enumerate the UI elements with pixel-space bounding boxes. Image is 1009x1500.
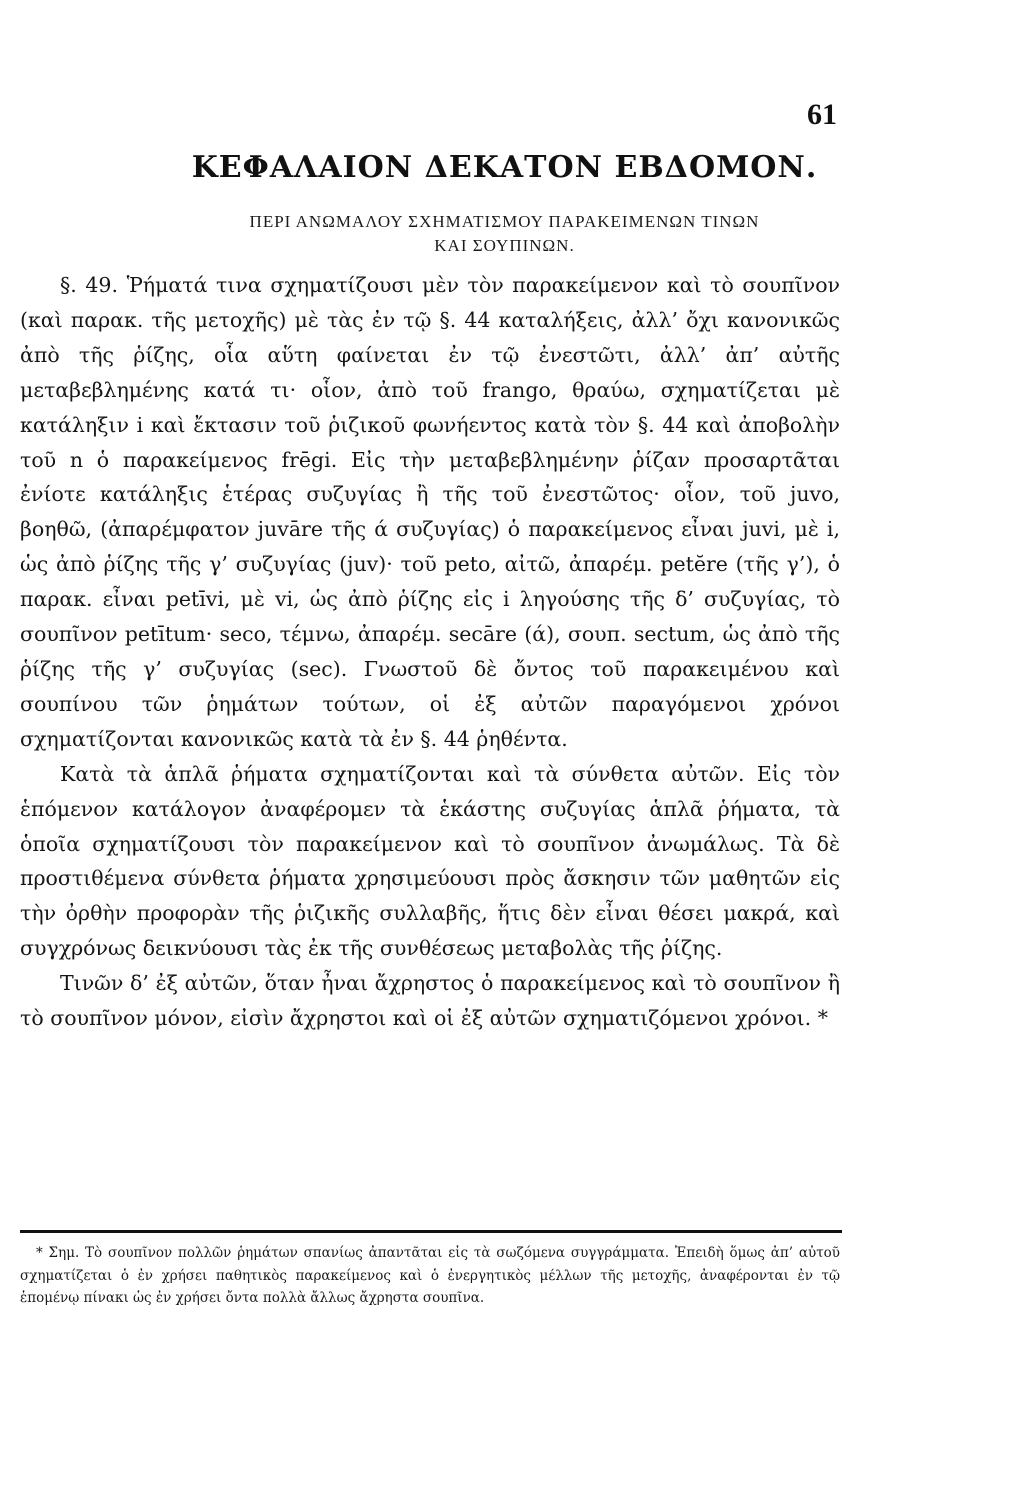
paragraph-section-49: §. 49. Ῥήματά τινα σχηματίζουσι μὲν τὸν παρακείμενον καὶ τὸ σουπῖνον (καὶ παρακ. τῆς μετοχῆς) μὲ τὰς ἐν τῷ §. 44 καταλήξεις, ἀλλ’ ὄχι κανονικῶς ἀπὸ τῆς ῥίζης, οἷα αὕτη φαίνεται ἐν τῷ ἐνεστῶτι, ἀλλ’ ἀπ’ αὐτῆς μεταβεβλημένης κατά τι· οἷον, ἀπὸ τοῦ frango, θραύω, σχηματίζεται μὲ κατάληξιν i καὶ ἔκτασιν τοῦ ῥιζικοῦ φωνήεντος κατὰ τὸν §. 44 καὶ ἀποβολὴν τοῦ n ὁ παρακείμενος frēgi. Εἰς τὴν μεταβεβλημένην ῥίζαν προσαρτᾶται ἐνίοτε κατάληξις ἑτέρας συζυγίας ἢ τῆς τοῦ ἐνεστῶτος· οἷον, τοῦ juvo, βοηθῶ, (ἀπαρέμφατον juvāre τῆς ά συζυγίας) ὁ παρακείμενος εἶναι juvi, μὲ i, ὡς ἀπὸ ῥίζης τῆς γ’ συζυγίας (juv)· τοῦ peto, αἰτῶ, ἀπαρέμ. petĕre (τῆς γ’), ὁ παρακ. εἶναι petīvi, μὲ vi, ὡς ἀπὸ ῥίζης εἰς i ληγούσης τῆς δ’ συζυγίας, τὸ σουπῖνον petītum· seco, τέμνω, ἀπαρέμ. secāre (ά), σουπ. sectum, ὡς ἀπὸ τῆς ῥίζης τῆς γ’ συζυγίας (sec). Γνωστοῦ δὲ ὄντος τοῦ παρακειμένου καὶ σουπίνου τῶν ῥημάτων τούτων, οἱ ἐξ αὐτῶν παραγόμενοι χρόνοι σχηματίζονται κανονικῶς κατὰ τὰ ἐν §. 44 ῥηθέντα. [20,273,840,751]
chapter-title: ΚΕΦΑΛΑΙΟΝ ΔΕΚΑΤΟΝ ΕΒΔΟΜΟΝ. [191,150,818,185]
paragraph-unused-forms: Τινῶν δ’ ἐξ αὐτῶν, ὅταν ἦναι ἄχρηστος ὁ παρακείμενος καὶ τὸ σουπῖνον ἢ τὸ σουπῖνον μόνον, εἰσὶν ἄχρηστοι καὶ οἱ ἐξ αὐτῶν σχηματιζόμενοι χρόνοι. * [20,971,840,1031]
body-text [20,268,840,1036]
paragraph-compound-verbs: Κατὰ τὰ ἁπλᾶ ῥήματα σχηματίζονται καὶ τὰ σύνθετα αὐτῶν. Εἰς τὸν ἑπόμενον κατάλογον ἀναφέρομεν τὰ ἑκάστης συζυγίας ἁπλᾶ ῥήματα, τὰ ὁποῖα σχηματίζουσι τὸν παρακείμενον καὶ τὸ σουπῖνον ἀνωμάλως. Τὰ δὲ προστιθέμενα σύνθετα ῥήματα χρησιμεύουσι πρὸς ἄσκησιν τῶν μαθητῶν εἰς τὴν ὀρθὴν προφορὰν τῆς ῥιζικῆς συλλαβῆς, ἥτις δὲν εἶναι θέσει μακρά, καὶ συγχρόνως δεικνύουσι τὰς ἐκ τῆς συνθέσεως μεταβολὰς τῆς ῥίζης. [20,761,840,961]
page-number: 61 [807,98,837,131]
chapter-subtitle-line1: ΠΕΡΙ ΑΝΩΜΑΛΟΥ ΣΧΗΜΑΤΙΣΜΟΥ ΠΑΡΑΚΕΙΜΕΝΩΝ ΤΙΝΩΝ [249,212,760,231]
footnote: * Σημ. Τὸ σουπῖνον πολλῶν ῥημάτων σπανίως ἀπαντᾶται εἰς τὰ σωζόμενα συγγράμματα. Ἐπειδὴ ὅμως ἀπ’ αὐτοῦ σχηματίζεται ὁ ἐν χρήσει παθητικὸς παρακείμενος καὶ ὁ ἐνεργητικὸς μέλλων τῆς μετοχῆς, ἀναφέρονται ἐν τῷ ἑπομένῳ πίνακι ὡς ἐν χρήσει ὄντα πολλὰ ἄλλως ἄχρηστα σουπῖνα. [20,1245,840,1306]
chapter-subtitle-line2: ΚΑΙ ΣΟΥΠΙΝΩΝ. [434,236,575,255]
footnote-separator [20,1230,842,1233]
footnotes [20,1242,840,1310]
